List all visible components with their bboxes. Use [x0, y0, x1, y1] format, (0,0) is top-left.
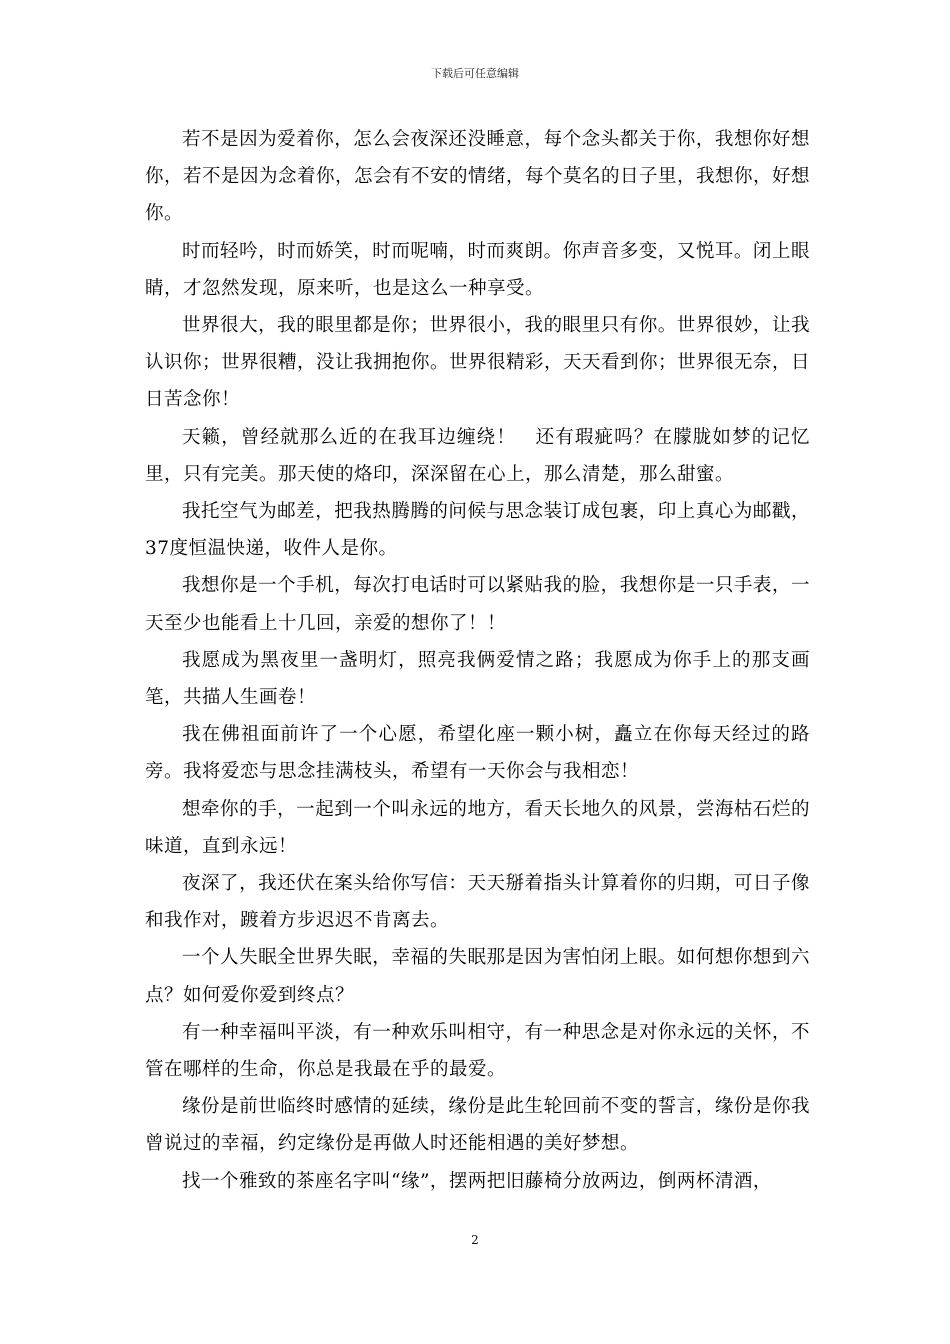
paragraph: 世界很大，我的眼里都是你；世界很小，我的眼里只有你。世界很妙，让我认识你；世界很糟，没让我拥抱你。世界很精彩，天天看到你；世界很无奈，日日苦念你！ [145, 315, 811, 411]
paragraph: 我想你是一个手机，每次打电话时可以紧贴我的脸，我想你是一只手表，一天至少也能看上十几回，亲爱的想你了！！ [145, 575, 810, 634]
page-number: 2 [471, 1233, 479, 1247]
paragraph: 想牵你的手，一起到一个叫永远的地方，看天长地久的风景，尝海枯石烂的味道，直到永远！ [145, 798, 810, 857]
paragraph: 若不是因为爱着你，怎么会夜深还没睡意，每个念头都关于你，我想你好想你，若不是因为念着你，怎会有不安的情绪，每个莫名的日子里，我想你，好想你。 [145, 129, 811, 225]
document-body [145, 121, 810, 1200]
paragraph: 天籁，曾经就那么近的在我耳边缠绕！ 还有瑕疵吗？在朦胧如梦的记忆里，只有完美。那天使的烙印，深深留在心上，那么清楚，那么甜蜜。 [145, 426, 810, 485]
paragraph: 有一种幸福叫平淡，有一种欢乐叫相守，有一种思念是对你永远的关怀，不管在哪样的生命，你总是我最在乎的最爱。 [145, 1021, 810, 1081]
paragraph: 找一个雅致的茶座名字叫“缘”，摆两把旧藤椅分放两边，倒两杯清酒， [182, 1170, 772, 1192]
paragraph: 一个人失眠全世界失眠，幸福的失眠那是因为害怕闭上眼。如何想你想到六点？如何爱你爱到终点？ [145, 947, 810, 1006]
paragraph: 夜深了，我还伏在案头给你写信：天天掰着指头计算着你的归期，可日子像和我作对，踱着方步迟迟不肯离去。 [145, 873, 810, 932]
paragraph: 我在佛祖面前许了一个心愿，希望化座一颗小树，矗立在你每天经过的路旁。我将爱恋与思念挂满枝头，希望有一天你会与我相恋！ [145, 724, 810, 783]
page-header: 下载后可任意编辑 [431, 67, 519, 80]
paragraph: 我托空气为邮差，把我热腾腾的问候与思念装订成包裹，印上真心为邮戳，37度恒温快递，收件人是你。 [145, 501, 810, 560]
paragraph: 我愿成为黑夜里一盏明灯，照亮我俩爱情之路；我愿成为你手上的那支画笔，共描人生画卷！ [145, 649, 810, 709]
paragraph: 缘份是前世临终时感情的延续，缘份是此生轮回前不变的誓言，缘份是你我曾说过的幸福，约定缘份是再做人时还能相遇的美好梦想。 [145, 1096, 810, 1155]
paragraph: 时而轻吟，时而娇笑，时而呢喃，时而爽朗。你声音多变，又悦耳。闭上眼睛，才忽然发现，原来听，也是这么一种享受。 [145, 240, 810, 299]
